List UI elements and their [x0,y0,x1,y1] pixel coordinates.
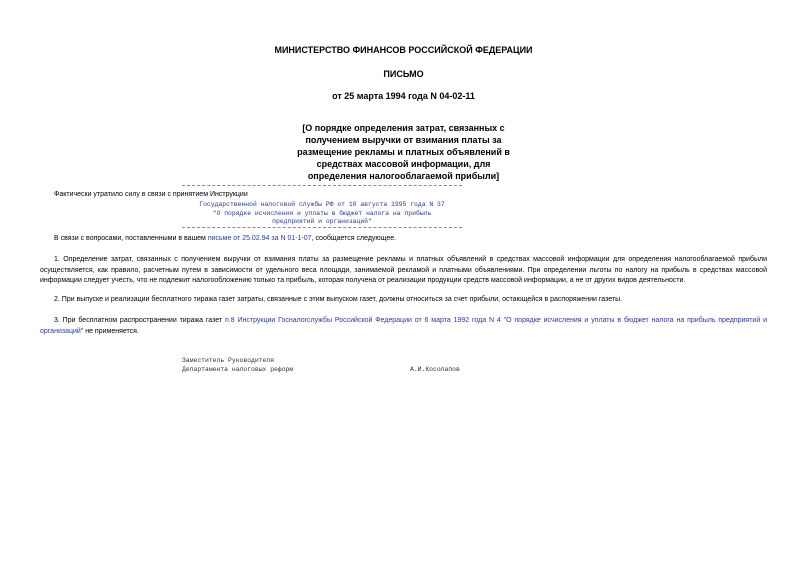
intro-paragraph [40,234,767,245]
instruction-reference-link[interactable]: п.8 Инструкции Госналогслужбы Российской Федерации от 6 марта 1992 года N 4 "О порядке исчисления и уплаты в бюджет налога на прибыль предприятий и организаций" [40,317,768,335]
paragraph-3-after: не применяется. [83,327,139,335]
reference-line-2: "О порядке исчисления и уплаты в бюджет налога на прибыль [212,209,432,217]
intro-text-after: , сообщается следующее. [311,235,397,242]
status-note: Фактически утратило силу в связи с принятием Инструкции [54,191,248,198]
reference-line-1: Государственной налоговой службы РФ от 10 августа 1995 года N 37 [199,201,445,208]
ministry-heading: МИНИСТЕРСТВО ФИНАНСОВ РОССИЙСКОЙ ФЕДЕРАЦИИ [274,45,533,55]
signature-name: А.И.Косолапов [410,366,460,373]
signature-position-line-1: Заместитель Руководителя [182,357,275,364]
document-title: [О порядке определения затрат, связанных с получением выручки от взимания платы за размещение рекламы и платных объявлений в средствах массовой информации, для определения налогооблагаемой прибыли] [297,123,510,181]
document-type: ПИСЬМО [383,69,424,79]
superseding-reference-link[interactable] [182,201,462,227]
paragraph-2: 2. При выпуске и реализации бесплатного тиража газет затраты, связанные с этим выпуском газет, должны относиться за счет прибыли, остающейся в распоряжении газеты. [54,296,623,303]
paragraph-3-before: 3. При бесплатном распространении тиража газет [54,317,225,324]
divider-top [182,185,462,186]
paragraph-3 [40,316,767,337]
letter-reference-link[interactable]: письме от 25.02.94 за N 01-1-07 [207,235,312,242]
signature-position-line-2: Департамента налоговых реформ [182,366,294,373]
divider-bottom [182,227,462,228]
intro-text-before: В связи с вопросами, поставленными в вашем [54,235,208,242]
document-date-number: от 25 марта 1994 года N 04-02-11 [332,91,475,101]
reference-line-3: предприятий и организаций" [272,218,372,225]
paragraph-1: 1. Определение затрат, связанных с получением выручки от взимания платы за размещение рекламы и платных объявлений в средствах массовой информации для определения налогооблагаемой прибыли осуществляется, как правило, расчетным путем в зависимости от удельного веса площади, занимаемой рекламой и платными объявлениями. При определении льготы по налогу на прибыль в средствах массовой информации следует учесть, что не подлежит налогообложению только та прибыль, которая получена от реализации продукции средств массовой информации, а не от других видов деятельности. [40,256,767,284]
